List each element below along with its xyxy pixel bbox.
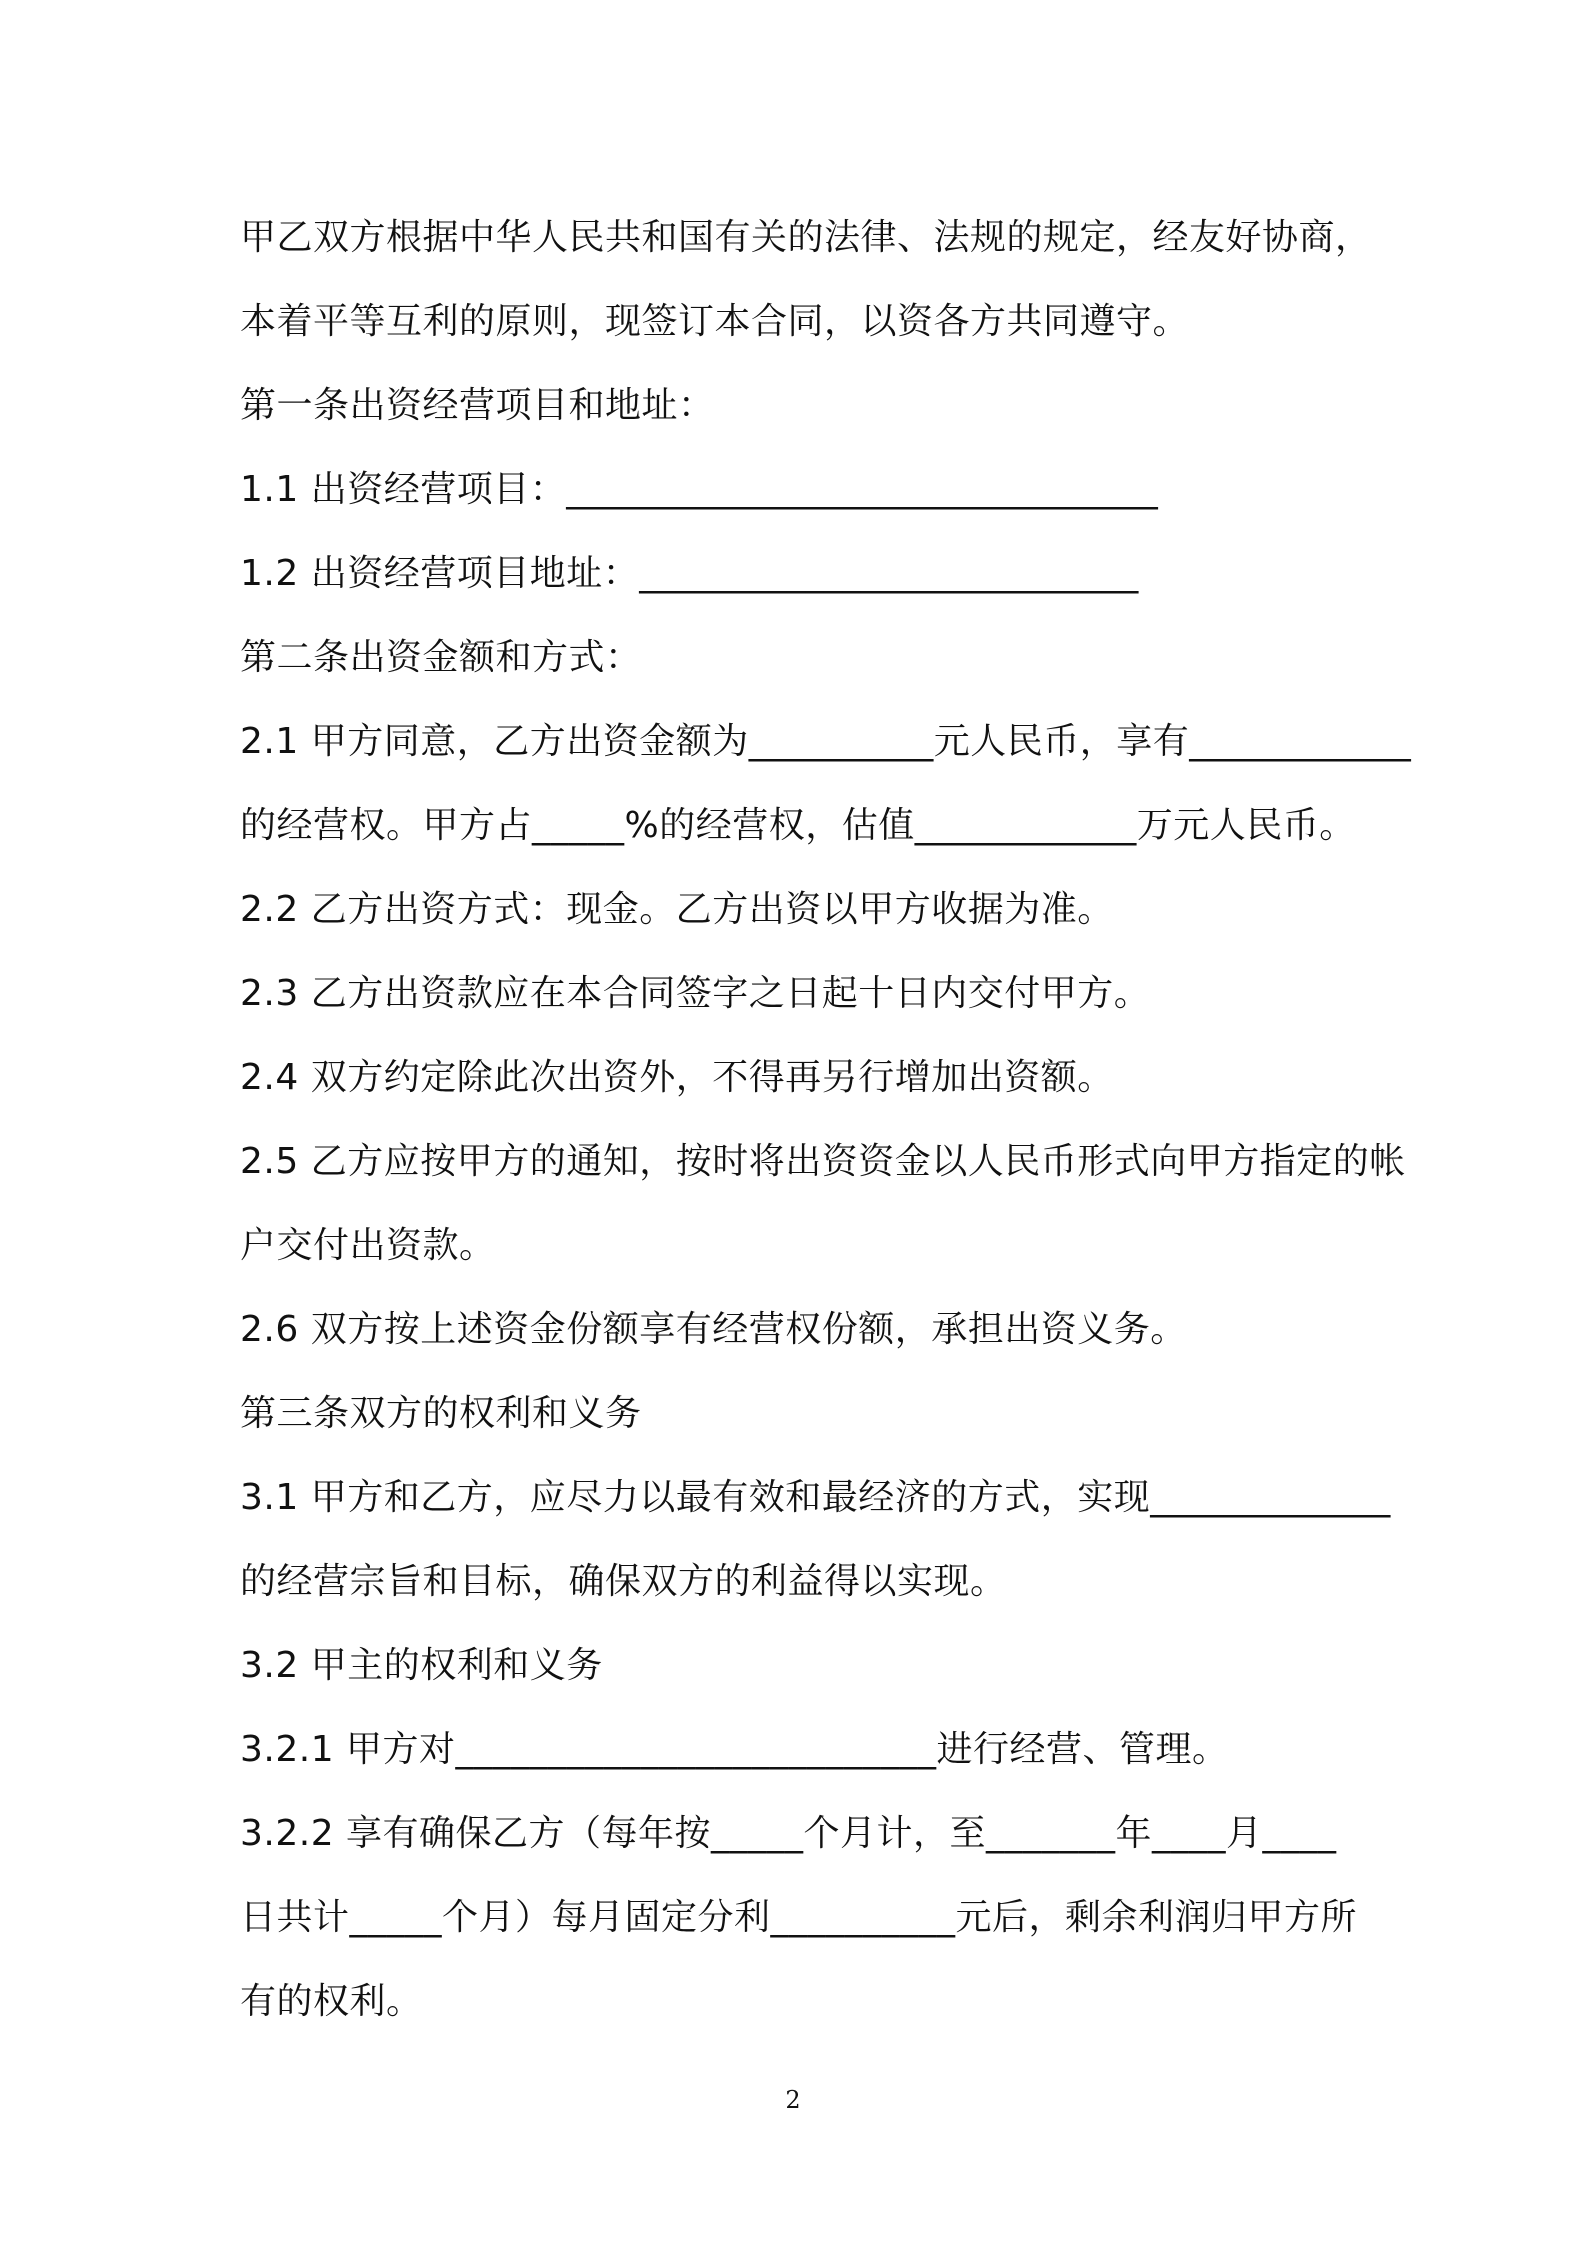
section-heading: 第二条出资金额和方式：	[240, 637, 642, 678]
clause-line: 2.1 甲方同意，乙方出资金额为__________元人民币，享有____________	[240, 721, 1412, 762]
clause-line: 2.4 双方约定除此次出资外，不得再另行增加出资额。	[240, 1057, 1114, 1098]
clause-line: 3.2.1 甲方对__________________________进行经营、管理。	[240, 1729, 1229, 1770]
text-line: 本着平等互利的原则，现签订本合同，以资各方共同遵守。	[240, 301, 1190, 342]
clause-line: 3.2 甲主的权利和义务	[240, 1645, 603, 1686]
clause-line: 户交付出资款。	[240, 1225, 496, 1266]
clause-line: 3.2.2 享有确保乙方（每年按_____个月计，至_______年____月____	[240, 1813, 1337, 1854]
clause-line: 有的权利。	[240, 1981, 423, 2022]
clause-line: 1.2 出资经营项目地址：___________________________	[240, 553, 1139, 594]
section-heading: 第三条双方的权利和义务	[240, 1393, 642, 1434]
clause-line: 的经营权。甲方占_____%的经营权，估值____________万元人民币。	[240, 805, 1356, 846]
clause-line: 1.1 出资经营项目：________________________________	[240, 469, 1159, 510]
section-heading: 第一条出资经营项目和地址：	[240, 385, 715, 426]
clause-line: 的经营宗旨和目标，确保双方的利益得以实现。	[240, 1561, 1007, 1602]
clause-line: 2.2 乙方出资方式：现金。乙方出资以甲方收据为准。	[240, 889, 1114, 930]
clause-line: 2.6 双方按上述资金份额享有经营权份额，承担出资义务。	[240, 1309, 1187, 1350]
document-body	[240, 196, 1420, 2044]
text-line: 甲乙双方根据中华人民共和国有关的法律、法规的规定，经友好协商，	[240, 217, 1372, 258]
clause-line: 3.1 甲方和乙方，应尽力以最有效和最经济的方式，实现_____________	[240, 1477, 1391, 1518]
clause-line: 2.5 乙方应按甲方的通知，按时将出资资金以人民币形式向甲方指定的帐	[240, 1141, 1406, 1182]
page-number: 2	[785, 2086, 801, 2114]
clause-line: 2.3 乙方出资款应在本合同签字之日起十日内交付甲方。	[240, 973, 1151, 1014]
clause-line: 日共计_____个月）每月固定分利__________元后，剩余利润归甲方所	[240, 1897, 1358, 1938]
